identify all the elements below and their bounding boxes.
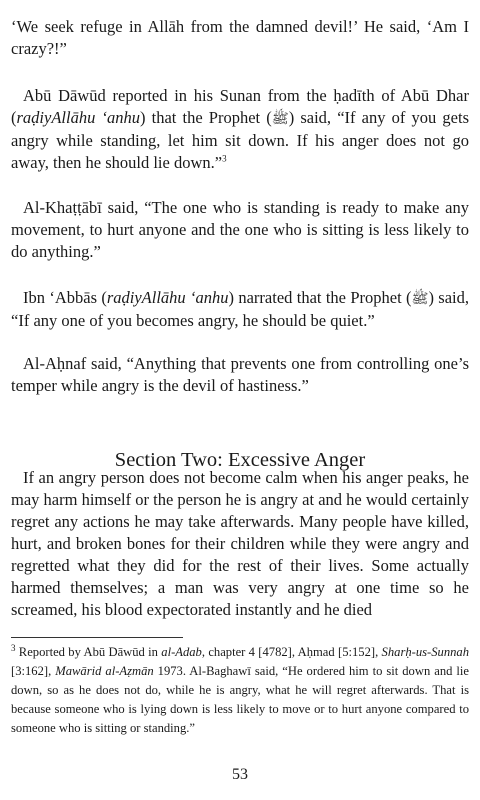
- text-segment: Ibn ‘Abbās (: [23, 288, 107, 307]
- salutation-glyph-icon: ﷺ: [411, 291, 429, 307]
- honorific-italic: raḍiyAllāhu ‘anhu: [16, 108, 140, 127]
- paragraph-khattabi: [11, 197, 469, 263]
- text-segment: [3:162],: [11, 664, 56, 678]
- text-segment: , chapter 4 [4782], Aḥmad [5:152],: [201, 645, 382, 659]
- text-segment: ) that the Prophet (: [139, 108, 272, 127]
- salutation-glyph-icon: ﷺ: [271, 111, 289, 127]
- text-segment: 1973. Al-Baghawī said, “He ordered him to sit down and lie down, so as he does not do, while he is angry, what he will regret afterwards. That is because someone who is lying down is less likely to move or to hurt anyone compared to someone who is sitting or standing.”: [11, 664, 469, 735]
- text-segment: Reported by Abū Dāwūd in: [15, 645, 162, 659]
- text-segment: ) said, “If any of you gets angry while standing, let him sit down. If his anger does not go away, then he should lie down.”: [11, 108, 469, 172]
- source-title-italic: al-Adab: [161, 645, 202, 659]
- footnote-divider: [11, 637, 183, 638]
- paragraph-ibn-abbas: [11, 287, 469, 332]
- source-title-italic: Sharḥ-us-Sunnah: [381, 645, 470, 659]
- section-title: Section Two: Excessive Anger: [114, 449, 366, 471]
- page-number: 53: [232, 766, 248, 783]
- paragraph-abu-dawud: [11, 85, 469, 174]
- paragraph-excessive-anger: [11, 467, 469, 621]
- paragraph-ahnaf: [11, 353, 469, 397]
- text-segment: Abū Dāwūd reported in his Sunan from the ḥadīth of Abū Dhar (: [11, 86, 469, 127]
- footnote: [11, 643, 469, 738]
- footnote-marker[interactable]: 3: [222, 153, 227, 164]
- text-segment: ) said, “If any one of you becomes angry, he should be quiet.”: [11, 288, 469, 330]
- honorific-italic: raḍiyAllāhu ‘anhu: [106, 288, 229, 307]
- paragraph-text: If an angry person does not become calm when his anger peaks, he may harm himself or the person he is angry at and he would certainly regret any actions he may take afterwards. Many people have killed, hurt, and broken bones for their children while they were angry and regretted what they did for the rest of their lives. Some actually harmed themselves; a man was very angry at one time so he screamed, his blood expectorated instantly and he died: [11, 468, 469, 619]
- paragraph-text: Al-Aḥnaf said, “Anything that prevents one from controlling one’s temper while angry is the devil of hastiness.”: [11, 354, 469, 395]
- text-segment: ) narrated that the Prophet (: [228, 288, 412, 307]
- source-title-italic: Mawārid al-Aẓmān: [55, 664, 154, 678]
- paragraph-text: Al-Khaṭṭābī said, “The one who is standing is ready to make any movement, to hurt anyone and the one who is sitting is less likely to do anything.”: [11, 198, 469, 261]
- footnote-number: 3: [11, 642, 16, 653]
- paragraph-devil-quote: [11, 16, 469, 60]
- paragraph-text: ‘We seek refuge in Allāh from the damned devil!’ He said, ‘Am I crazy?!”: [11, 17, 469, 58]
